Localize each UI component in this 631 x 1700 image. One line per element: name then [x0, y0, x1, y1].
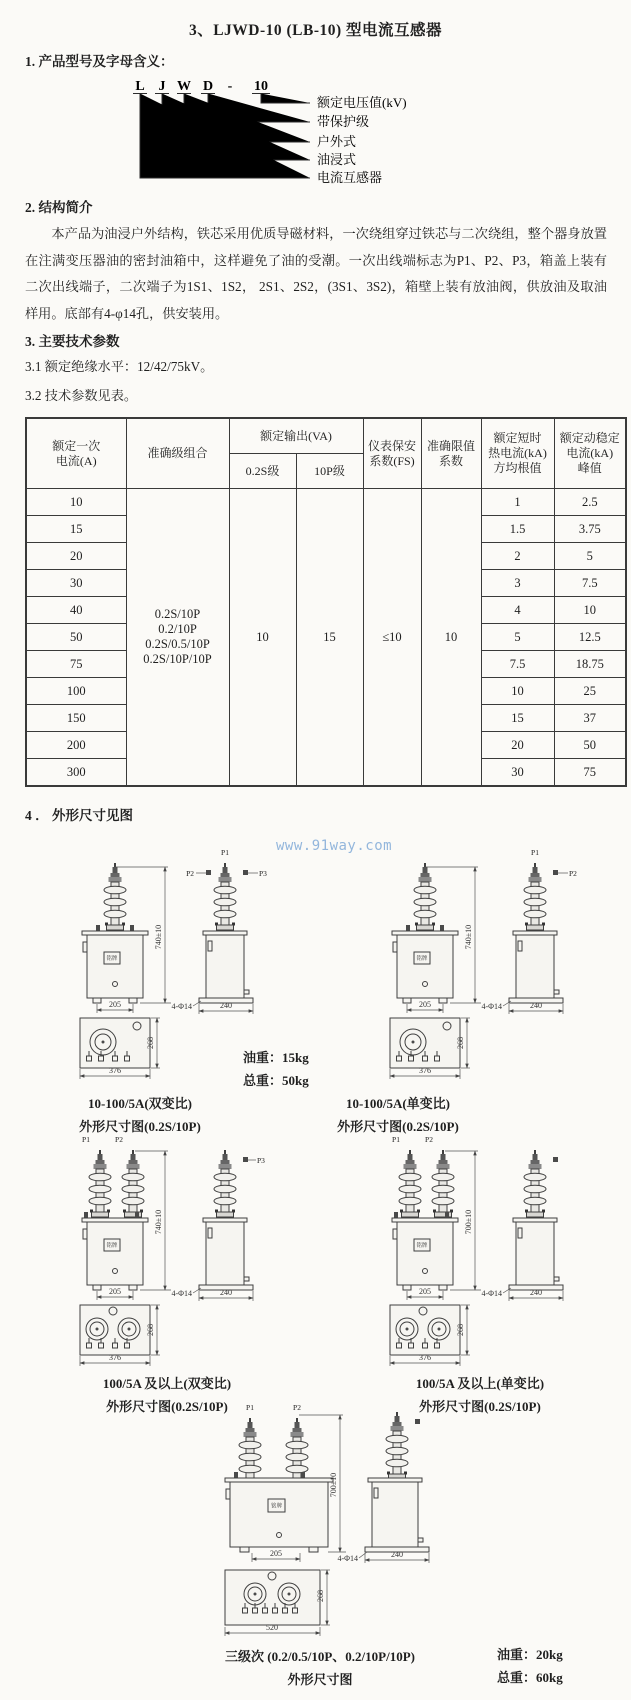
model-label: 额定电压值(kV)	[317, 95, 407, 110]
model-label: 电流互感器	[317, 170, 383, 185]
model-letter: -	[227, 79, 233, 94]
outline-drawing-2-left	[40, 1132, 290, 1372]
nameplate-label: 铭牌	[416, 1243, 428, 1249]
oil-weight: 油重：20kg	[497, 1647, 563, 1662]
outline-drawing-1-right	[350, 845, 600, 1085]
width-dimension: 205	[109, 1000, 121, 1009]
terminal-p3-label: P3	[257, 1156, 265, 1165]
cell-current: 10	[26, 489, 126, 516]
outline-drawing-2-right	[350, 1132, 600, 1372]
model-letter: 10	[254, 79, 268, 94]
plan-width-dimension: 376	[419, 1066, 431, 1075]
caption-1-left: 10-100/5A(双变比) 外形尺寸图(0.2S/10P)	[79, 1096, 201, 1134]
cell-output-02s: 10	[229, 489, 296, 787]
plan-width-dimension: 376	[109, 1353, 121, 1362]
total-weight: 总重：50kg	[243, 1073, 309, 1088]
terminal-p3-label: P3	[259, 869, 267, 878]
plan-view	[80, 1018, 160, 1079]
col-header-thermal-current: 额定短时 热电流(kA) 方均根值	[481, 418, 554, 489]
watermark: www.91way.com	[276, 838, 393, 854]
model-letter-diagram	[0, 76, 631, 194]
plan-depth-dimension: 268	[456, 1037, 465, 1049]
nameplate-label: 铭牌	[270, 1503, 283, 1510]
cell-current: 30	[26, 570, 126, 597]
height-dimension: 740±10	[154, 924, 163, 950]
plan-depth-dimension: 268	[146, 1324, 155, 1336]
side-view	[481, 1150, 563, 1301]
side-view	[171, 848, 267, 1014]
cell-thermal: 2	[481, 543, 554, 570]
cell-current: 150	[26, 705, 126, 732]
holes-note: 4-Φ14	[481, 1289, 502, 1298]
depth-dimension: 240	[220, 1001, 232, 1010]
depth-dimension: 240	[530, 1001, 542, 1010]
col-header-fs: 仪表保安 系数(FS)	[363, 418, 421, 489]
terminal-p1-label: P1	[82, 1135, 90, 1144]
model-label: 油浸式	[317, 152, 357, 167]
cell-thermal: 10	[481, 678, 554, 705]
cell-dynamic: 12.5	[554, 624, 626, 651]
width-dimension: 205	[270, 1549, 282, 1558]
cell-thermal: 4	[481, 597, 554, 624]
terminal-p2-label: P2	[115, 1135, 123, 1144]
cell-alf: 10	[421, 489, 481, 787]
col-header-alf: 准确限值 系数	[421, 418, 481, 489]
terminal-p2-label: P2	[293, 1403, 301, 1412]
side-view	[337, 1412, 429, 1563]
item-3-1: 3.1 额定绝缘水平：12/42/75kV。	[25, 359, 214, 374]
height-dimension: 700±10	[464, 1209, 473, 1235]
section3-heading: 3. 主要技术参数	[25, 334, 120, 349]
plan-view	[390, 1305, 470, 1366]
cell-current: 40	[26, 597, 126, 624]
plan-depth-dimension: 268	[316, 1590, 325, 1602]
cell-thermal: 15	[481, 705, 554, 732]
plan-depth-dimension: 268	[456, 1324, 465, 1336]
terminal-p1-label: P1	[246, 1403, 254, 1412]
caption-2-right: 100/5A 及以上(单变比) 外形尺寸图(0.2S/10P)	[415, 1376, 545, 1414]
terminal-p1-label: P1	[392, 1135, 400, 1144]
cell-dynamic: 25	[554, 678, 626, 705]
front-view	[392, 863, 481, 1013]
front-view	[225, 1403, 346, 1562]
cell-thermal: 7.5	[481, 651, 554, 678]
cell-thermal: 5	[481, 624, 554, 651]
front-view	[82, 1135, 171, 1300]
header-row-1	[26, 418, 626, 454]
structure-paragraph: 本产品为油浸户外结构，铁芯采用优质导磁材料，一次绕组穿过铁芯与二次绕组，整个器身放置在注满变压器油的密封油箱中，这样避免了油的受潮。一次出线端标志为P1、P2、P3，箱盖上装有二次出线端子，二次端子为1S1、1S2， 2S1、2S2，(3S1、3S2)，箱壁上装有放油阀，供放油及取油样用。底部有4-φ14孔，供安装用。	[25, 226, 607, 321]
height-dimension: 740±10	[464, 924, 473, 950]
cell-dynamic: 75	[554, 759, 626, 787]
cell-current: 75	[26, 651, 126, 678]
width-dimension: 205	[419, 1000, 431, 1009]
cell-dynamic: 3.75	[554, 516, 626, 543]
cell-thermal: 3	[481, 570, 554, 597]
holes-note: 4-Φ14	[171, 1002, 192, 1011]
cell-current: 300	[26, 759, 126, 787]
cell-current: 15	[26, 516, 126, 543]
terminal-p2-label: P2	[569, 869, 577, 878]
cell-fs: ≤10	[363, 489, 421, 787]
cell-dynamic: 50	[554, 732, 626, 759]
side-view	[171, 1150, 265, 1301]
cell-thermal: 1.5	[481, 516, 554, 543]
depth-dimension: 240	[391, 1550, 403, 1559]
section4-heading: 4 ． 外形尺寸见图	[25, 808, 133, 823]
model-letter: D	[202, 79, 214, 94]
col-header-dynamic-current: 额定动稳定 电流(kA) 峰值	[554, 418, 626, 489]
terminal-p1-label: P1	[531, 848, 539, 857]
cell-dynamic: 18.75	[554, 651, 626, 678]
page-title: 3、LJWD-10 (LB-10) 型电流互感器	[188, 22, 443, 39]
cell-thermal: 20	[481, 732, 554, 759]
nameplate-label: 铭牌	[416, 956, 428, 962]
caption-2-left: 100/5A 及以上(双变比) 外形尺寸图(0.2S/10P)	[102, 1376, 232, 1414]
model-label: 带保护级	[317, 114, 370, 129]
col-header-10p: 10P级	[296, 454, 363, 489]
cell-dynamic: 10	[554, 597, 626, 624]
section2-heading: 2. 结构简介	[25, 200, 93, 215]
cell-current: 20	[26, 543, 126, 570]
height-dimension: 740±10	[154, 1209, 163, 1235]
depth-dimension: 240	[220, 1288, 232, 1297]
cell-dynamic: 5	[554, 543, 626, 570]
plan-view	[225, 1570, 330, 1636]
plan-depth-dimension: 268	[146, 1037, 155, 1049]
height-dimension: 700±10	[329, 1472, 338, 1498]
oil-weight: 油重：15kg	[243, 1050, 309, 1065]
plan-view	[80, 1305, 160, 1366]
terminal-p1-label: P1	[221, 848, 229, 857]
width-dimension: 205	[419, 1287, 431, 1296]
model-letter: W	[177, 79, 191, 94]
cell-current: 100	[26, 678, 126, 705]
terminal-p2-label: P2	[186, 869, 194, 878]
front-view	[82, 863, 171, 1013]
col-header-accuracy-combo: 准确级组合	[126, 418, 229, 489]
outline-drawing-3	[170, 1400, 470, 1645]
cell-accuracy-combos: 0.2S/10P 0.2/10P 0.2S/0.5/10P 0.2S/10P/10P	[126, 489, 229, 787]
holes-note: 4-Φ14	[337, 1554, 358, 1563]
col-header-primary-current: 额定一次 电流(A)	[26, 418, 126, 489]
total-weight: 总重：60kg	[497, 1670, 563, 1685]
front-view	[392, 1135, 481, 1300]
caption-1-right: 10-100/5A(单变比) 外形尺寸图(0.2S/10P)	[337, 1096, 459, 1134]
col-header-02s: 0.2S级	[229, 454, 296, 489]
cell-dynamic: 7.5	[554, 570, 626, 597]
table-row	[26, 489, 626, 516]
plan-width-dimension: 376	[419, 1353, 431, 1362]
section1-heading: 1. 产品型号及字母含义：	[25, 54, 174, 69]
model-letter: J	[158, 79, 166, 94]
model-label: 户外式	[317, 134, 357, 149]
cell-current: 50	[26, 624, 126, 651]
plan-width-dimension: 520	[266, 1623, 278, 1632]
item-3-2: 3.2 技术参数见表。	[25, 388, 138, 403]
plan-width-dimension: 376	[109, 1066, 121, 1075]
cell-dynamic: 2.5	[554, 489, 626, 516]
weights-row1	[243, 1046, 309, 1092]
nameplate-label: 铭牌	[106, 1243, 118, 1249]
weights-row3	[497, 1643, 563, 1689]
width-dimension: 205	[109, 1287, 121, 1296]
cell-output-10p: 15	[296, 489, 363, 787]
holes-note: 4-Φ14	[481, 1002, 502, 1011]
plan-view	[390, 1018, 470, 1079]
terminal-p2-label: P2	[425, 1135, 433, 1144]
caption-3: 三级次 (0.2/0.5/10P、0.2/10P/10P) 外形尺寸图	[225, 1649, 415, 1687]
parameters-table	[25, 417, 627, 787]
cell-thermal: 1	[481, 489, 554, 516]
col-header-rated-output: 额定输出(VA)	[229, 418, 363, 454]
cell-thermal: 30	[481, 759, 554, 787]
holes-note: 4-Φ14	[171, 1289, 192, 1298]
nameplate-label: 铭牌	[106, 956, 118, 962]
side-view	[481, 848, 577, 1014]
cell-dynamic: 37	[554, 705, 626, 732]
model-letter: L	[135, 79, 145, 94]
depth-dimension: 240	[530, 1288, 542, 1297]
cell-current: 200	[26, 732, 126, 759]
